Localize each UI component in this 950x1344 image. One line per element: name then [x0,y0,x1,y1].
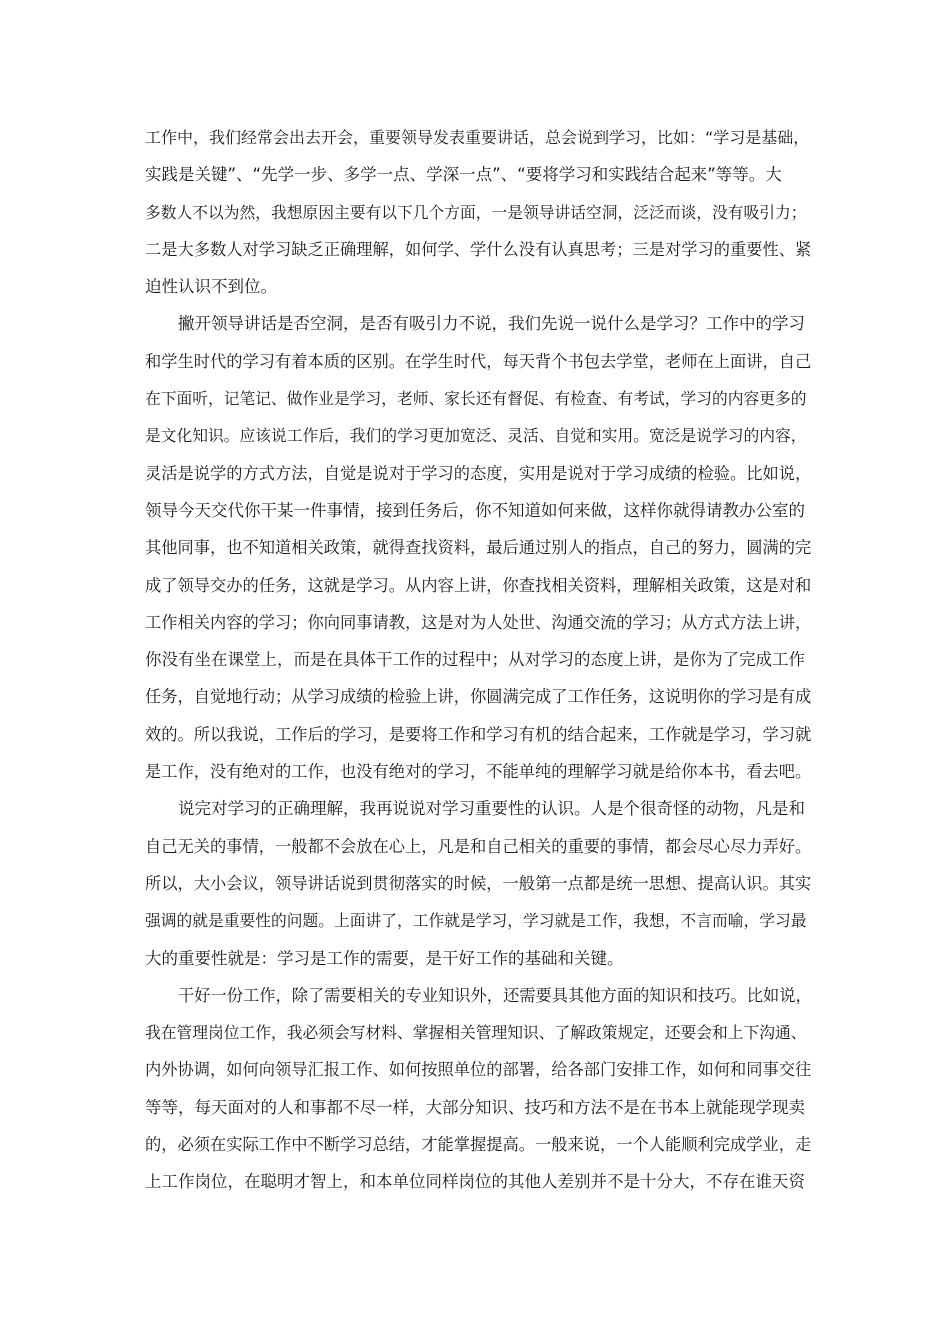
text-line: 上工作岗位，在聪明才智上，和本单位同样岗位的其他人差别并不是十分大，不存在谁天资 [145,1172,805,1192]
text-line: 成了领导交办的任务，这就是学习。从内容上讲，你查找相关资料，理解相关政策，这是对和 [145,575,812,595]
paragraph-1 [145,119,813,305]
text-line: 大的重要性就是：学习是工作的需要，是干好工作的基础和关键。 [145,948,624,968]
text-line: 灵活是说学的方式方法，自觉是说对于学习的态度，实用是说对于学习成绩的检验。比如说， [145,463,812,483]
body-text [145,119,813,1201]
text-line: 强调的就是重要性的问题。上面讲了，工作就是学习，学习就是工作，我想，不言而喻，学习最 [145,911,807,931]
text-line: 自己无关的事情，一般都不会放在心上，凡是和自己相关的重要的事情，都会尽心尽力弄好。 [145,836,812,856]
text-line: 你没有坐在课堂上，而是在具体干工作的过程中；从对学习的态度上讲，是你为了完成工作 [145,650,805,670]
text-line: 效的。所以我说，工作后的学习，是要将工作和学习有机的结合起来，工作就是学习，学习就 [145,724,812,744]
text-line: 撇开领导讲话是否空洞，是否有吸引力不说，我们先说一说什么是学习？工作中的学习 [178,314,805,334]
text-line: 其他同事，也不知道相关政策，就得查找资料，最后通过别人的指点，自己的努力，圆满的完 [145,538,812,558]
text-line: 二是大多数人对学习缺乏正确理解，如何学、学什么没有认真思考；三是对学习的重要性、紧 [145,239,812,259]
text-line: 多数人不以为然，我想原因主要有以下几个方面，一是领导讲话空洞，泛泛而谈，没有吸引力； [145,202,807,222]
text-line: 工作中，我们经常会出去开会，重要领导发表重要讲话，总会说到学习，比如：“学习是基础， [145,128,810,147]
paragraph-2 [145,305,813,790]
text-line: 内外协调，如何向领导汇报工作、如何按照单位的部署，给各部门安排工作，如何和同事交往 [145,1060,812,1080]
text-line: 和学生时代的学习有着本质的区别。在学生时代，每天背个书包去学堂，老师在上面讲，自己 [145,351,812,371]
text-line: 实践是关键”、“先学一步、多学一点、学深一点”、“要将学习和实践结合起来”等等。大 [145,165,782,185]
text-line: 干好一份工作，除了需要相关的专业知识外，还需要具其他方面的知识和技巧。比如说， [178,985,812,1005]
text-line: 是文化知识。应该说工作后，我们的学习更加宽泛、灵活、自觉和实用。宽泛是说学习的内容， [145,426,807,446]
text-line: 说完对学习的正确理解，我再说说对学习重要性的认识。人是个很奇怪的动物，凡是和 [178,799,805,819]
text-line: 是工作，没有绝对的工作，也没有绝对的学习，不能单纯的理解学习就是给你本书，看去吧。 [145,762,812,782]
text-line: 等等，每天面对的人和事都不尽一样，大部分知识、技巧和方法不是在书本上就能现学现卖 [145,1097,805,1117]
paragraph-4 [145,977,813,1201]
text-line: 工作相关内容的学习；你向同事请教，这是对为人处世、沟通交流的学习；从方式方法上讲， [145,612,812,632]
paragraph-3 [145,790,813,976]
text-line: 所以，大小会议，领导讲话说到贯彻落实的时候，一般第一点都是统一思想、提高认识。其实 [145,873,812,893]
text-line: 在下面听，记笔记、做作业是学习，老师、家长还有督促、有检查、有考试，学习的内容更多的 [145,389,807,409]
text-line: 任务，自觉地行动；从学习成绩的检验上讲，你圆满完成了工作任务，这说明你的学习是有成 [145,687,812,707]
text-line: 迫性认识不到位。 [145,277,277,297]
text-line: 我在管理岗位工作，我必须会写材料、掌握相关管理知识、了解政策规定，还要会和上下沟通、 [145,1023,807,1043]
text-line: 的，必须在实际工作中不断学习总结，才能掌握提高。一般来说，一个人能顺利完成学业，走 [145,1135,812,1155]
text-line: 领导今天交代你干某一件事情，接到任务后，你不知道如何来做，这样你就得请教办公室的 [145,500,805,520]
